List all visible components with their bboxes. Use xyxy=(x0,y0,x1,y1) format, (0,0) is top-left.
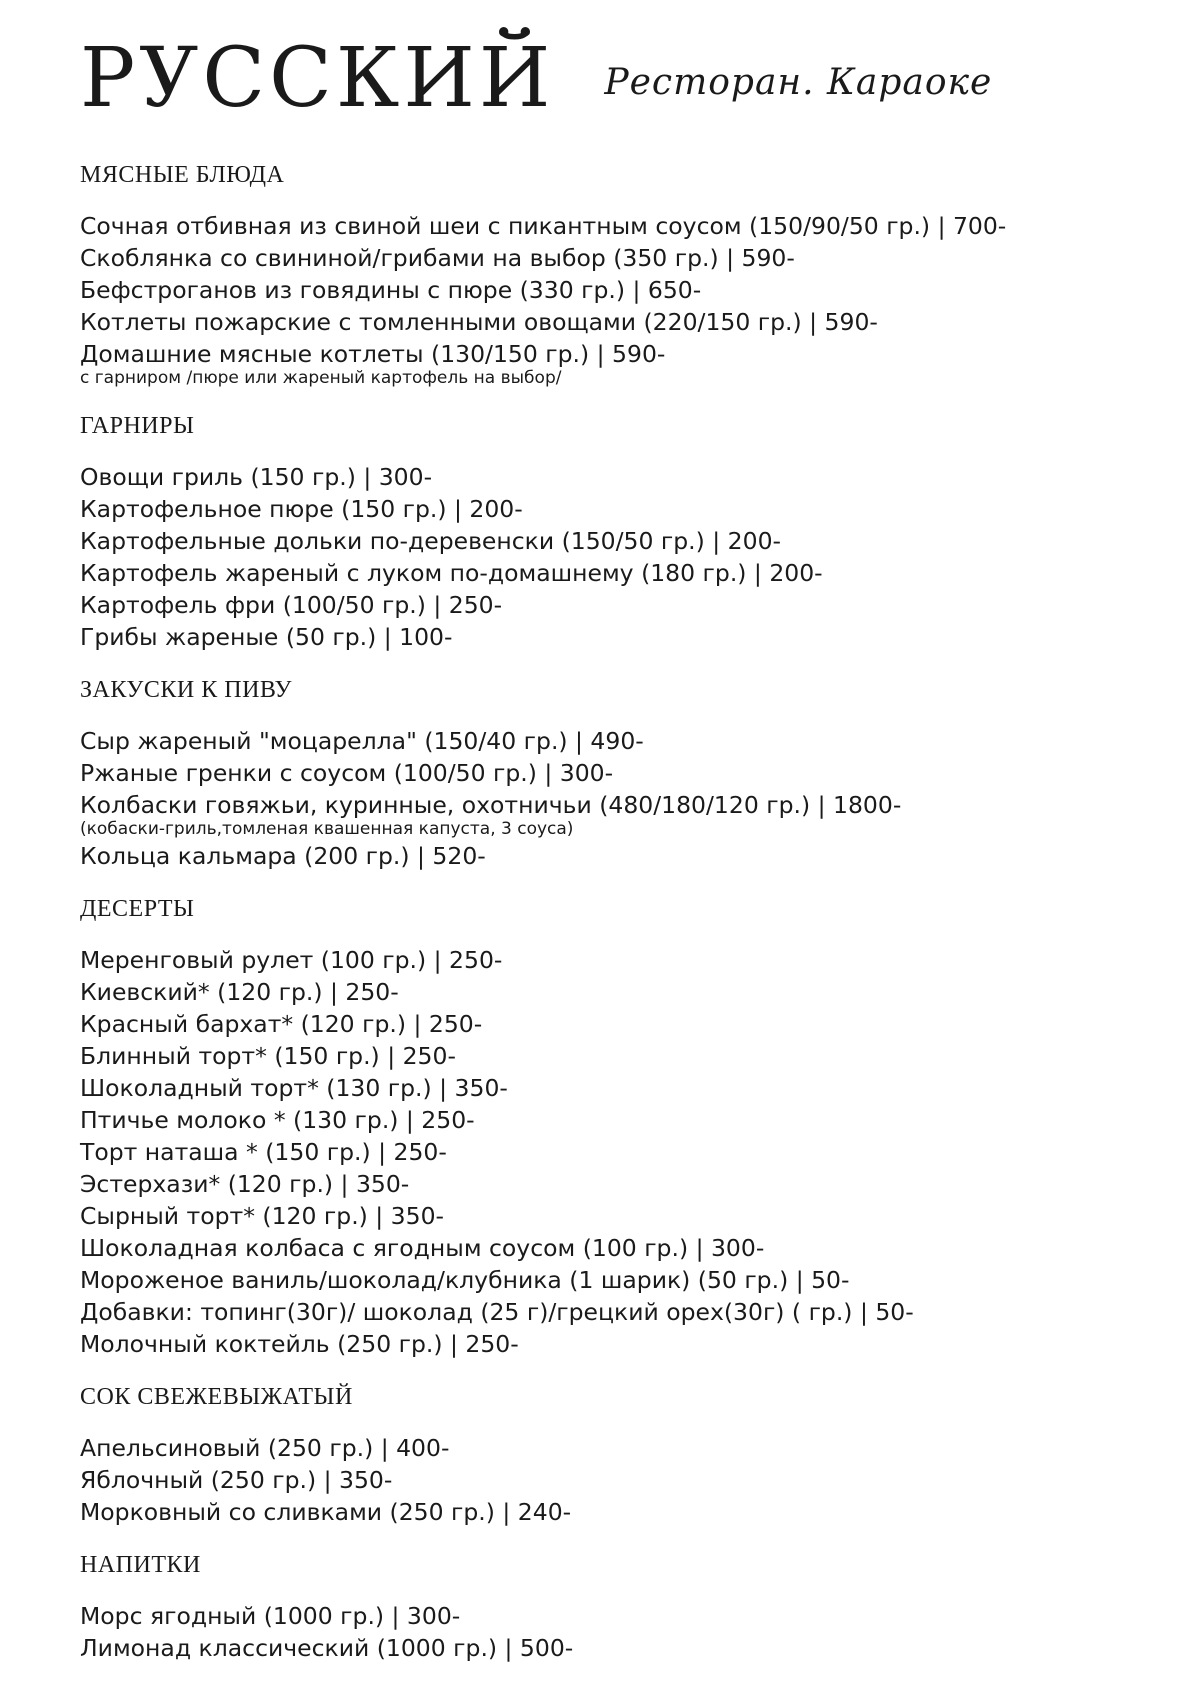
menu-item: Котлеты пожарские с томленными овощами (220/150 гр.) | 590- xyxy=(80,308,878,336)
menu-item-note: (кобаски-гриль,томленая квашенная капуста, 3 соуса) xyxy=(80,819,574,839)
section-title: НАПИТКИ xyxy=(80,1552,201,1578)
restaurant-tagline: Ресторан. Караоке xyxy=(604,62,993,103)
menu-item-note: с гарниром /пюре или жареный картофель на выбор/ xyxy=(80,368,562,388)
menu-item: Сыр жареный "моцарелла" (150/40 гр.) | 490- xyxy=(80,727,644,755)
menu-page xyxy=(80,31,1160,1664)
section-title: ГАРНИРЫ xyxy=(80,413,195,439)
menu-item: Колбаски говяжьи, куринные, охотничьи (480/180/120 гр.) | 1800- xyxy=(80,791,902,819)
menu-item: Молочный коктейль (250 гр.) | 250- xyxy=(80,1330,519,1358)
menu-item: Картофельные дольки по-деревенски (150/50 гр.) | 200- xyxy=(80,527,782,555)
menu-item: Овощи гриль (150 гр.) | 300- xyxy=(80,463,433,491)
menu-item: Красный бархат* (120 гр.) | 250- xyxy=(80,1010,483,1038)
menu-item: Грибы жареные (50 гр.) | 100- xyxy=(80,623,453,651)
menu-item: Торт наташа * (150 гр.) | 250- xyxy=(80,1138,447,1166)
menu-item: Мороженое ваниль/шоколад/клубника (1 шарик) (50 гр.) | 50- xyxy=(80,1266,850,1294)
menu-item: Добавки: топинг(30г)/ шоколад (25 г)/грецкий орех(30г) ( гр.) | 50- xyxy=(80,1298,914,1326)
menu-item: Картофель фри (100/50 гр.) | 250- xyxy=(80,591,503,619)
menu-item: Скоблянка со свининой/грибами на выбор (350 гр.) | 590- xyxy=(80,244,795,272)
menu-item: Эстерхази* (120 гр.) | 350- xyxy=(80,1170,410,1198)
section-side-dishes xyxy=(80,411,1160,653)
menu-item: Ржаные гренки с соусом (100/50 гр.) | 300- xyxy=(80,759,614,787)
menu-item: Апельсиновый (250 гр.) | 400- xyxy=(80,1434,450,1462)
menu-header xyxy=(80,31,1160,138)
section-meat-dishes xyxy=(80,160,1160,389)
section-title: ЗАКУСКИ К ПИВУ xyxy=(80,677,292,703)
menu-item: Шоколадная колбаса с ягодным соусом (100 гр.) | 300- xyxy=(80,1234,765,1262)
section-drinks xyxy=(80,1550,1160,1664)
menu-item: Птичье молоко * (130 гр.) | 250- xyxy=(80,1106,475,1134)
menu-item: Морковный со сливками (250 гр.) | 240- xyxy=(80,1498,572,1526)
section-title: ДЕСЕРТЫ xyxy=(80,896,195,922)
section-beer-snacks xyxy=(80,675,1160,872)
menu-item: Бефстроганов из говядины с пюре (330 гр.) | 650- xyxy=(80,276,702,304)
menu-item: Картофельное пюре (150 гр.) | 200- xyxy=(80,495,523,523)
menu-item: Шоколадный торт* (130 гр.) | 350- xyxy=(80,1074,508,1102)
section-title: МЯСНЫЕ БЛЮДА xyxy=(80,162,285,188)
menu-item: Блинный торт* (150 гр.) | 250- xyxy=(80,1042,456,1070)
menu-item: Сырный торт* (120 гр.) | 350- xyxy=(80,1202,445,1230)
menu-item: Яблочный (250 гр.) | 350- xyxy=(80,1466,393,1494)
menu-item: Домашние мясные котлеты (130/150 гр.) | 590- xyxy=(80,340,666,368)
menu-item: Меренговый рулет (100 гр.) | 250- xyxy=(80,946,503,974)
menu-item: Кольца кальмара (200 гр.) | 520- xyxy=(80,842,486,870)
menu-item: Морс ягодный (1000 гр.) | 300- xyxy=(80,1602,461,1630)
menu-item: Сочная отбивная из свиной шеи с пикантным соусом (150/90/50 гр.) | 700- xyxy=(80,212,1007,240)
menu-item: Киевский* (120 гр.) | 250- xyxy=(80,978,399,1006)
menu-item: Лимонад классический (1000 гр.) | 500- xyxy=(80,1634,574,1662)
section-title: СОК СВЕЖЕВЫЖАТЫЙ xyxy=(80,1384,353,1410)
section-desserts xyxy=(80,894,1160,1360)
restaurant-name: РУССКИЙ xyxy=(80,31,555,126)
section-fresh-juice xyxy=(80,1382,1160,1528)
menu-item: Картофель жареный с луком по-домашнему (180 гр.) | 200- xyxy=(80,559,823,587)
